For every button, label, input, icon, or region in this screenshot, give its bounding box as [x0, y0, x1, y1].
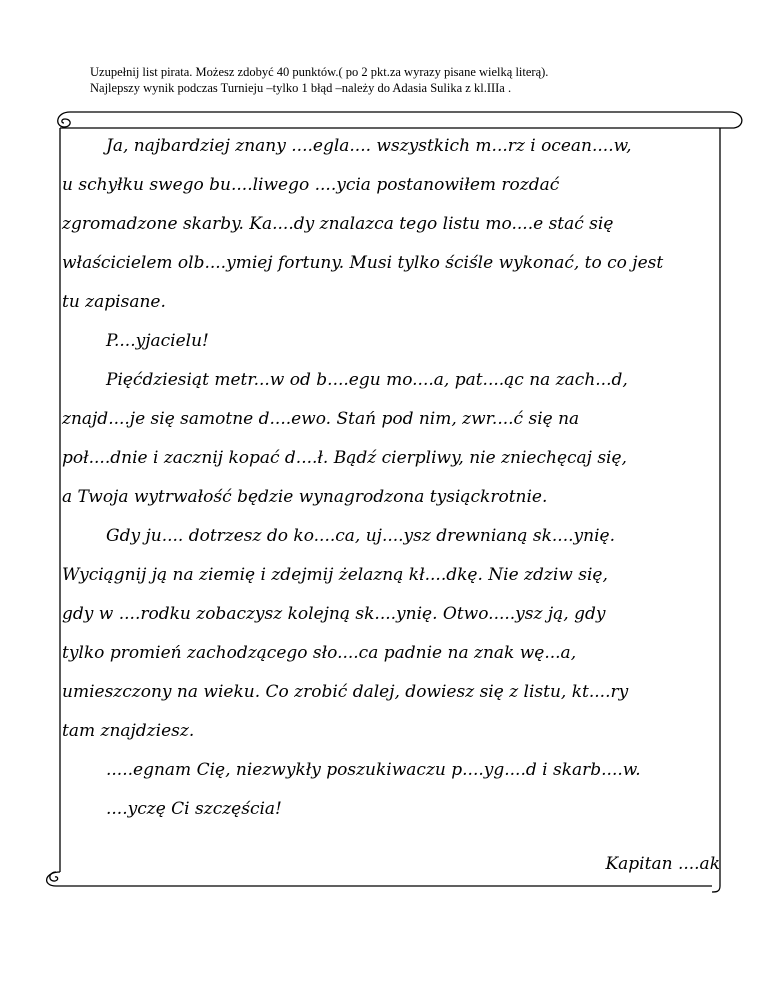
- letter-signature: Kapitan ....ak: [605, 854, 720, 874]
- letter-line: Ja, najbardziej znany ....egla.... wszystkich m...rz i ocean....w,: [106, 136, 632, 156]
- letter-line: tam znajdziesz.: [62, 721, 195, 741]
- letter-line: Pięćdziesiąt metr...w od b....egu mo....a, pat....ąc na zach...d,: [106, 370, 628, 390]
- letter-line: gdy w ....rodku zobaczysz kolejną sk....ynię. Otwo.....ysz ją, gdy: [62, 604, 606, 624]
- letter-line: ....yczę Ci szczęścia!: [106, 799, 282, 819]
- letter-line: .....egnam Cię, niezwykły poszukiwaczu p....yg....d i skarb....w.: [106, 760, 641, 780]
- letter-line: P....yjacielu!: [106, 331, 209, 351]
- letter-line: tu zapisane.: [62, 292, 166, 312]
- instructions-line-1: Uzupełnij list pirata. Możesz zdobyć 40 punktów.( po 2 pkt.za wyrazy pisane wielką literą).: [90, 65, 549, 79]
- letter-line: poł....dnie i zacznij kopać d....ł. Bądź cierpliwy, nie zniechęcaj się,: [62, 448, 627, 468]
- instructions-line-2: Najlepszy wynik podczas Turnieju –tylko 1 błąd –należy do Adasia Sulika z kl.IIIa .: [90, 81, 512, 95]
- letter-line: Gdy ju.... dotrzesz do ko....ca, uj....ysz drewnianą sk....ynię.: [106, 526, 615, 546]
- letter-line: u schyłku swego bu....liwego ....ycia postanowiłem rozdać: [62, 175, 560, 195]
- letter-line: umieszczony na wieku. Co zrobić dalej, dowiesz się z listu, kt....ry: [62, 682, 629, 702]
- letter-line: właścicielem olb....ymiej fortuny. Musi tylko ściśle wykonać, to co jest: [62, 253, 664, 273]
- letter-line: znajd....je się samotne d....ewo. Stań pod nim, zwr....ć się na: [62, 409, 580, 429]
- letter-line: zgromadzone skarby. Ka....dy znalazca tego listu mo....e stać się: [62, 214, 614, 234]
- letter-line: tylko promień zachodzącego sło....ca padnie na znak wę...a,: [62, 643, 577, 663]
- letter-line: Wyciągnij ją na ziemię i zdejmij żelazną kł....dkę. Nie zdziw się,: [62, 565, 608, 585]
- letter-line: a Twoja wytrwałość będzie wynagrodzona tysiąckrotnie.: [62, 487, 548, 507]
